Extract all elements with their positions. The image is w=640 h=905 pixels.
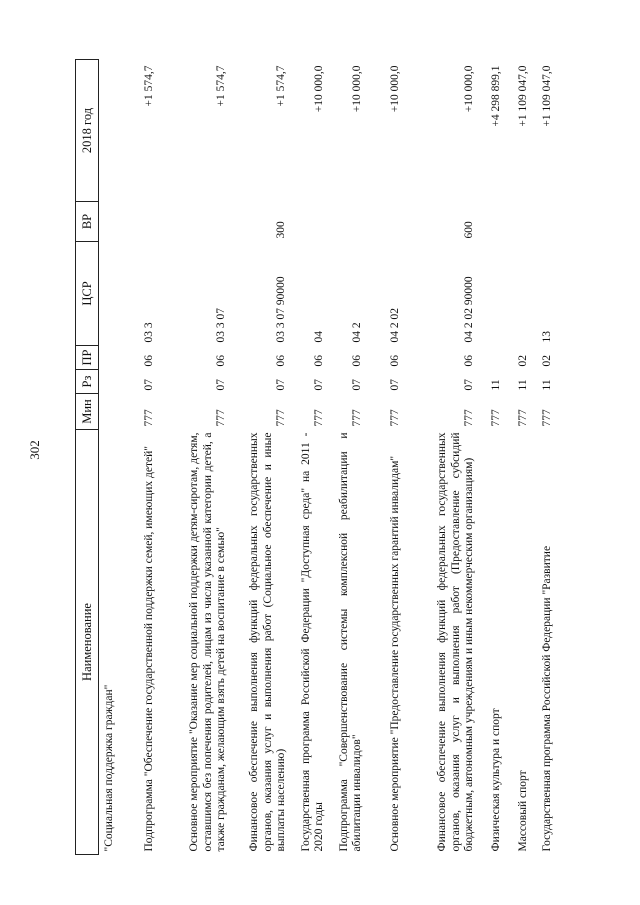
row-csr: 03 3 07 90000: [275, 276, 287, 343]
row-name: Финансовое обеспечение выполнения функций федеральных государственных органов, оказания услуг и выполнения работ (Предоставление субсидий бюджетным, автономным учреждениям и иным некоммерческим организациям): [436, 432, 475, 852]
row-rz: 07: [463, 379, 475, 391]
table-row: [291, 60, 329, 855]
row-pr: 06: [351, 355, 363, 367]
table-row: [506, 60, 533, 855]
table-row: [231, 60, 291, 855]
row-rz: 07: [351, 379, 363, 391]
row-csr: [99, 242, 121, 346]
table-row: [405, 60, 479, 855]
table-header-row: [76, 60, 99, 855]
row-name: Массовый спорт: [517, 770, 529, 852]
row-pr: 06: [389, 355, 401, 367]
row-pr: [99, 346, 121, 370]
header-rz: Рз: [76, 370, 99, 394]
row-vr: [479, 202, 506, 242]
row-min: 777: [143, 409, 155, 427]
header-year: 2018 год: [76, 60, 99, 202]
row-pr: 06: [313, 355, 325, 367]
row-vr: [329, 202, 367, 242]
row-name: Основное мероприятие "Оказание мер социальной поддержки детям-сиротам, детям, оставшимся без попечения родителей, лицам из числа указанной категории детей, а также гражданам, желающим взять детей на воспитание в семью": [188, 432, 227, 852]
table-row: [479, 60, 506, 855]
row-rz: 07: [143, 379, 155, 391]
row-amount: +1 574,7: [215, 65, 227, 107]
row-vr: [291, 202, 329, 242]
table-row: [367, 60, 405, 855]
row-vr: [367, 202, 405, 242]
row-vr: 600: [463, 221, 475, 239]
row-amount: +10 000,0: [389, 65, 401, 113]
row-pr: [479, 346, 506, 370]
row-pr: 06: [143, 355, 155, 367]
row-min: 777: [463, 409, 475, 427]
row-vr: [506, 202, 533, 242]
row-pr: 02: [517, 355, 529, 367]
row-min: [99, 394, 121, 430]
header-csr: ЦСР: [76, 242, 99, 346]
header-vr: ВР: [76, 202, 99, 242]
row-amount: +1 109 047,0: [541, 65, 553, 127]
row-min: 777: [490, 409, 502, 427]
table-row: [159, 60, 231, 855]
row-csr: [479, 242, 506, 346]
row-amount: +1 574,7: [143, 65, 155, 107]
row-name: Государственная программа Российской Федерации "Развитие: [541, 545, 553, 852]
row-rz: 11: [490, 379, 502, 391]
row-min: 777: [275, 409, 287, 427]
row-name: Подпрограмма "Совершенствование системы комплексной реабилитации и абилитации инвалидов": [337, 432, 363, 852]
row-rz: 07: [313, 379, 325, 391]
row-min: 777: [215, 409, 227, 427]
row-rz: 07: [275, 379, 287, 391]
row-min: 777: [389, 409, 401, 427]
row-rz: 07: [215, 379, 227, 391]
row-min: 777: [541, 409, 553, 427]
row-amount: +10 000,0: [351, 65, 363, 113]
row-rz: 11: [517, 379, 529, 391]
page-number: 302: [27, 440, 42, 460]
row-name: Подпрограмма "Обеспечение государственной поддержки семей, имеющих детей": [143, 446, 155, 852]
row-amount: [99, 60, 121, 202]
row-name: "Социальная поддержка граждан": [103, 684, 115, 852]
row-pr: 06: [463, 355, 475, 367]
row-min: 777: [517, 409, 529, 427]
row-vr: [533, 202, 557, 242]
header-name: Наименование: [76, 430, 99, 855]
row-min: 777: [313, 409, 325, 427]
table-row: [533, 60, 557, 855]
table-row: [99, 60, 121, 855]
row-amount: +10 000,0: [313, 65, 325, 113]
row-name: Основное мероприятие "Предоставление государственных гарантий инвалидам": [389, 455, 401, 852]
row-amount: +1 574,7: [275, 65, 287, 107]
table-row: [329, 60, 367, 855]
rotated-page: [75, 60, 595, 855]
row-vr: 300: [275, 221, 287, 239]
row-name: Государственная программа Российской Федерации "Доступная среда" на 2011 - 2020 годы: [299, 432, 325, 852]
row-csr: 04 2: [351, 322, 363, 343]
row-rz: [99, 370, 121, 394]
row-amount: +4 298 899,1: [490, 65, 502, 127]
row-csr: 03 3: [143, 322, 155, 343]
row-vr: [159, 202, 231, 242]
row-vr: [121, 202, 159, 242]
row-pr: 02: [541, 355, 553, 367]
table-row: [121, 60, 159, 855]
row-csr: 13: [541, 331, 553, 343]
row-amount: +1 109 047,0: [517, 65, 529, 127]
row-csr: 03 3 07: [215, 308, 227, 343]
budget-table: [75, 59, 557, 855]
row-csr: 04 2 02: [389, 308, 401, 343]
row-amount: +10 000,0: [463, 65, 475, 113]
row-name: Физическая культура и спорт: [490, 708, 502, 852]
header-min: Мин: [76, 394, 99, 430]
row-csr: [506, 242, 533, 346]
row-pr: 06: [215, 355, 227, 367]
row-rz: 11: [541, 379, 553, 391]
row-csr: 04: [313, 331, 325, 343]
row-csr: 04 2 02 90000: [463, 276, 475, 343]
row-pr: 06: [275, 355, 287, 367]
row-rz: 07: [389, 379, 401, 391]
header-pr: ПР: [76, 346, 99, 370]
row-min: 777: [351, 409, 363, 427]
row-name: Финансовое обеспечение выполнения функций федеральных государственных органов, оказания услуг и выполнения работ (Социальное обеспечение и иные выплаты населению): [248, 432, 287, 852]
row-vr: [99, 202, 121, 242]
